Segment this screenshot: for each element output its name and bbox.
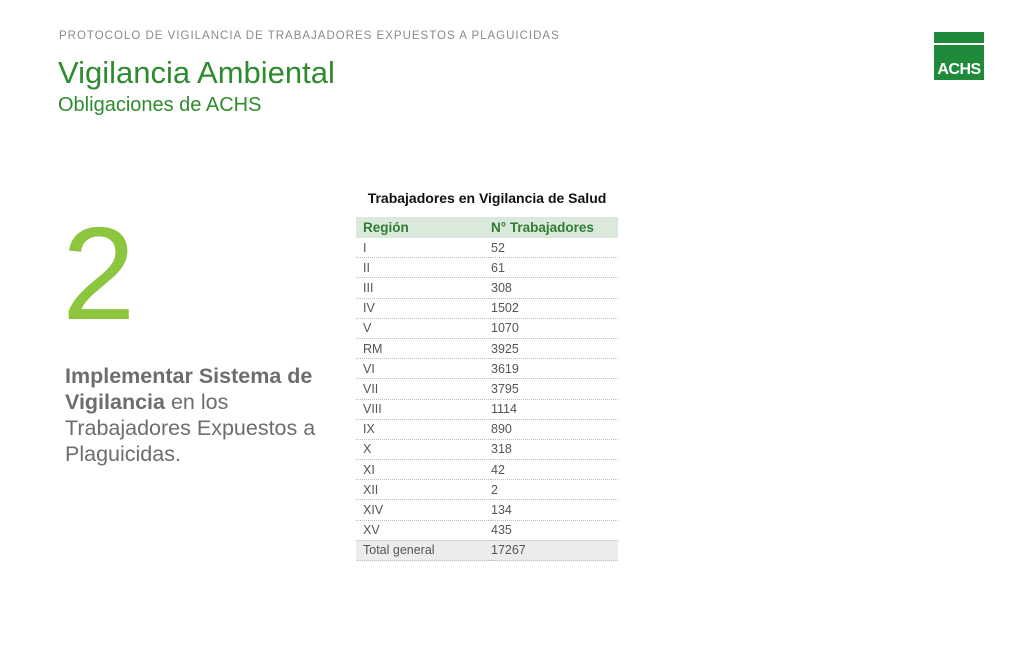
table-row <box>356 278 618 298</box>
region-cell: VIII <box>356 399 491 419</box>
region-cell: VII <box>356 379 491 399</box>
workers-cell: 3925 <box>491 338 618 358</box>
workers-cell: 435 <box>491 520 618 540</box>
table-row <box>356 500 618 520</box>
region-cell: X <box>356 439 491 459</box>
workers-cell: 1502 <box>491 298 618 318</box>
region-cell: VI <box>356 359 491 379</box>
table-title: Trabajadores en Vigilancia de Salud <box>367 190 607 206</box>
table-row <box>356 419 618 439</box>
col-header-workers: N° Trabajadores <box>491 217 618 238</box>
workers-cell: 1070 <box>491 318 618 338</box>
workers-cell: 1114 <box>491 399 618 419</box>
table-header-row <box>356 217 618 238</box>
col-header-region: Región <box>356 217 491 238</box>
logo-text: ACHS <box>937 61 981 78</box>
table-row <box>356 460 618 480</box>
table-row <box>356 520 618 540</box>
page-title: Vigilancia Ambiental <box>58 55 335 90</box>
region-cell: XV <box>356 520 491 540</box>
workers-cell: 61 <box>491 258 618 278</box>
workers-table <box>356 217 618 561</box>
table-row <box>356 338 618 358</box>
workers-cell: 134 <box>491 500 618 520</box>
region-cell: XI <box>356 460 491 480</box>
workers-cell: 52 <box>491 238 618 258</box>
workers-cell: 890 <box>491 419 618 439</box>
step-description-rest: en los Trabajadores Expuestos a Plaguicidas. <box>65 390 316 466</box>
region-cell: Total general <box>356 540 491 560</box>
table-row <box>356 439 618 459</box>
region-cell: I <box>356 238 491 258</box>
table-row <box>356 399 618 419</box>
region-cell: III <box>356 278 491 298</box>
region-cell: V <box>356 318 491 338</box>
workers-cell: 3619 <box>491 359 618 379</box>
region-cell: IX <box>356 419 491 439</box>
table-row <box>356 318 618 338</box>
table-row <box>356 298 618 318</box>
workers-cell: 318 <box>491 439 618 459</box>
achs-logo <box>934 32 984 80</box>
region-cell: XII <box>356 480 491 500</box>
table-row <box>356 379 618 399</box>
region-cell: XIV <box>356 500 491 520</box>
table-row <box>356 359 618 379</box>
region-cell: IV <box>356 298 491 318</box>
workers-cell: 2 <box>491 480 618 500</box>
workers-cell: 17267 <box>491 540 618 560</box>
workers-cell: 42 <box>491 460 618 480</box>
page-subtitle: Obligaciones de ACHS <box>58 94 262 116</box>
workers-cell: 3795 <box>491 379 618 399</box>
region-cell: RM <box>356 338 491 358</box>
region-cell: II <box>356 258 491 278</box>
table-row <box>356 258 618 278</box>
table-row <box>356 480 618 500</box>
table-total-row <box>356 540 618 560</box>
table-row <box>356 238 618 258</box>
workers-cell: 308 <box>491 278 618 298</box>
step-description <box>65 363 325 467</box>
logo-stripe <box>934 43 984 45</box>
step-number: 2 <box>62 200 136 347</box>
protocol-label: PROTOCOLO DE VIGILANCIA DE TRABAJADORES EXPUESTOS A PLAGUICIDAS <box>59 30 560 42</box>
step-description-bold: Implementar Sistema de Vigilancia <box>65 364 313 414</box>
